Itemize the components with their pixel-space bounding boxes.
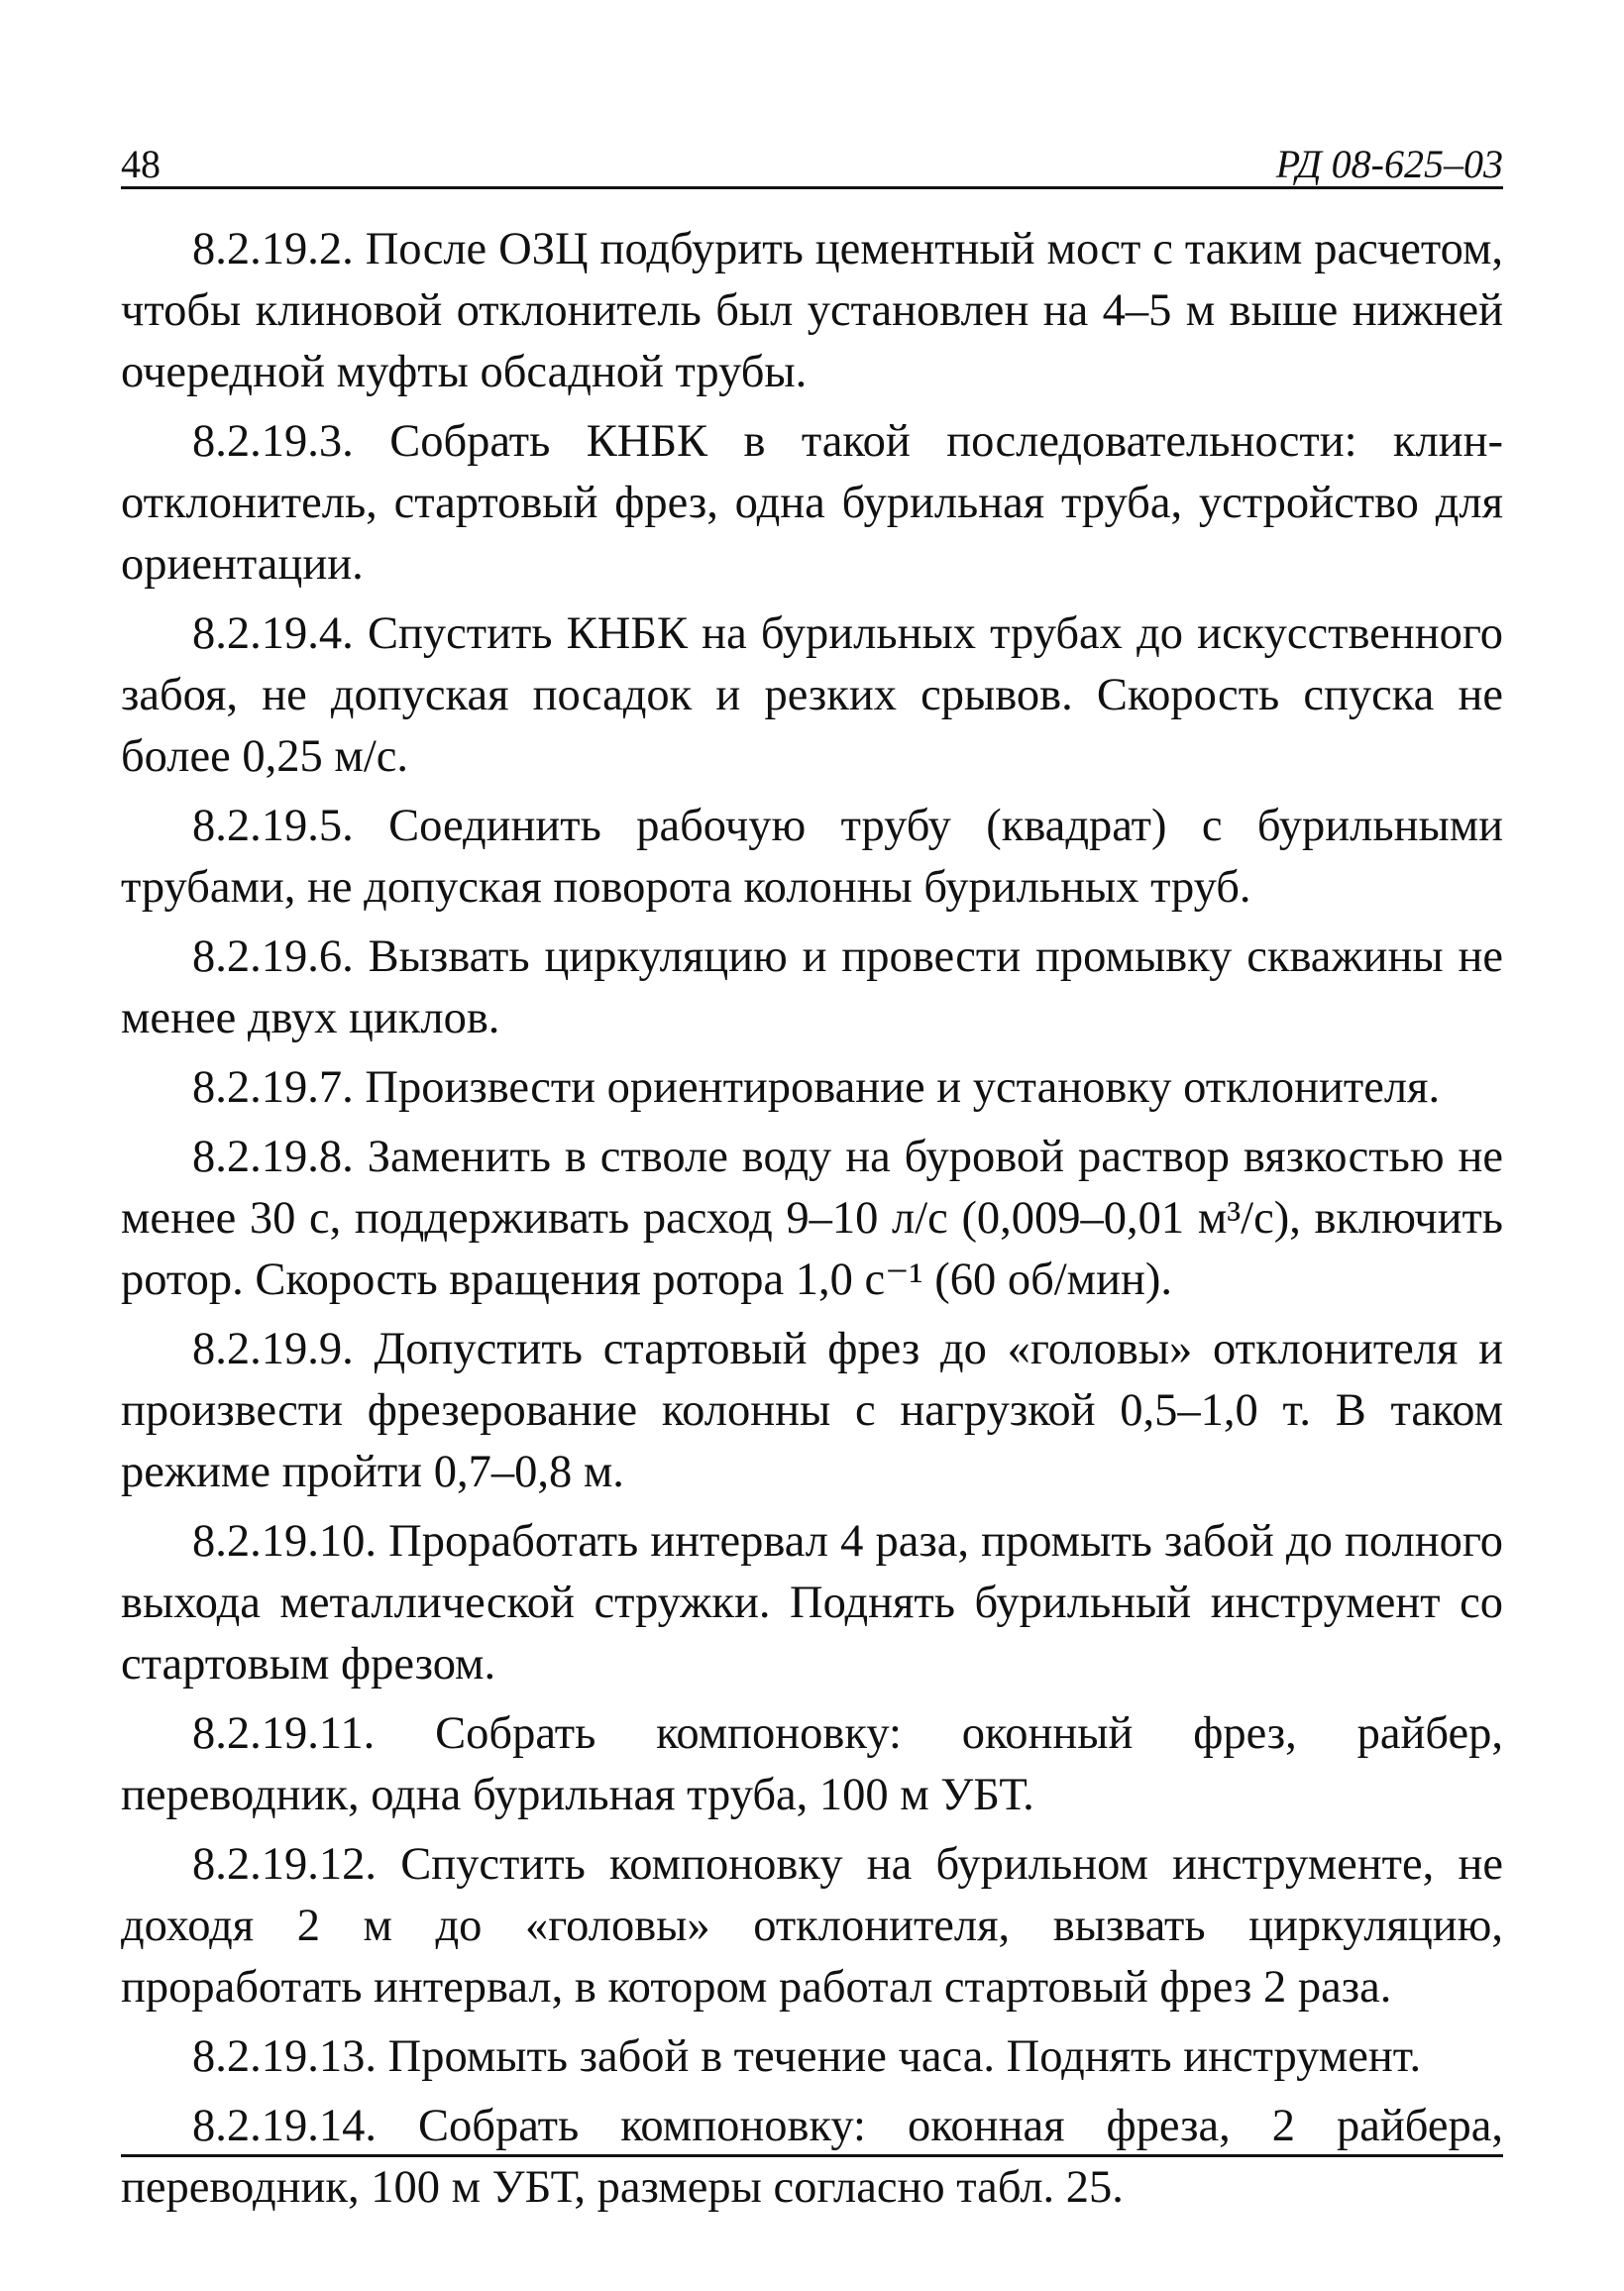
clause-number: 8.2.19.14. bbox=[192, 2101, 377, 2151]
paragraph-8-2-19-13 bbox=[121, 2026, 1503, 2088]
paragraph-8-2-19-5 bbox=[121, 796, 1503, 919]
paragraph-8-2-19-2 bbox=[121, 219, 1503, 403]
clause-number: 8.2.19.9. bbox=[192, 1324, 354, 1374]
paragraph-8-2-19-14 bbox=[121, 2096, 1503, 2219]
clause-text: После ОЗЦ подбурить цементный мост с таким расчетом, чтобы клиновой отклонитель был установлен на 4–5 м выше нижней очередной муфты обсадной трубы. bbox=[121, 224, 1503, 397]
paragraph-8-2-19-8 bbox=[121, 1127, 1503, 1311]
clause-number: 8.2.19.10. bbox=[192, 1516, 377, 1567]
paragraph-8-2-19-10 bbox=[121, 1511, 1503, 1695]
page-content bbox=[121, 219, 1503, 2219]
paragraph-8-2-19-7 bbox=[121, 1057, 1503, 1119]
clause-text: Спустить компоновку на бурильном инструменте, не доходя 2 м до «головы» отклонителя, вызвать циркуляцию, проработать интервал, в котором работал стартовый фрез 2 раза. bbox=[121, 1839, 1504, 2013]
paragraph-8-2-19-11 bbox=[121, 1703, 1503, 1826]
paragraph-8-2-19-12 bbox=[121, 1834, 1503, 2018]
clause-number: 8.2.19.11. bbox=[192, 1708, 376, 1759]
clause-number: 8.2.19.7. bbox=[192, 1062, 354, 1113]
clause-text: Собрать КНБК в такой последовательности: клин-отклонитель, стартовый фрез, одна бурильная труба, устройство для ориентации. bbox=[121, 416, 1503, 590]
paragraph-8-2-19-6 bbox=[121, 927, 1503, 1049]
clause-text: Спустить КНБК на бурильных трубах до искусственного забоя, не допуская посадок и резких срывов. Скорость спуска не более 0,25 м/с. bbox=[121, 608, 1503, 782]
clause-text: Собрать компоновку: оконный фрез, райбер, переводник, одна бурильная труба, 100 м УБТ. bbox=[121, 1708, 1503, 1820]
clause-text: Собрать компоновку: оконная фреза, 2 райбера, переводник, 100 м УБТ, размеры согласно табл. 25. bbox=[121, 2101, 1504, 2213]
page-header bbox=[121, 129, 1503, 189]
clause-number: 8.2.19.4. bbox=[192, 608, 354, 659]
clause-text: Произвести ориентирование и установку отклонителя. bbox=[365, 1062, 1441, 1113]
paragraph-8-2-19-9 bbox=[121, 1319, 1503, 1503]
clause-text: Допустить стартовый фрез до «головы» отклонителя и произвести фрезерование колонны с нагрузкой 0,5–1,0 т. В таком режиме пройти 0,7–0,8 м. bbox=[121, 1324, 1503, 1497]
paragraph-8-2-19-3 bbox=[121, 411, 1503, 596]
clause-number: 8.2.19.5. bbox=[192, 801, 354, 851]
clause-number: 8.2.19.13. bbox=[192, 2031, 377, 2082]
paragraph-8-2-19-4 bbox=[121, 603, 1503, 788]
document-code: РД 08-625–03 bbox=[1275, 142, 1503, 186]
clause-number: 8.2.19.6. bbox=[192, 931, 354, 982]
clause-text: Соединить рабочую трубу (квадрат) с бурильными трубами, не допуская поворота колонны бурильных труб. bbox=[121, 801, 1504, 913]
clause-number: 8.2.19.3. bbox=[192, 416, 354, 467]
clause-text: Промыть забой в течение часа. Поднять инструмент. bbox=[387, 2031, 1422, 2082]
clause-number: 8.2.19.2. bbox=[192, 224, 354, 274]
document-page bbox=[121, 129, 1504, 2213]
footer-rule bbox=[121, 2154, 1503, 2157]
clause-text: Вызвать циркуляцию и провести промывку скважины не менее двух циклов. bbox=[121, 931, 1504, 1043]
page-number: 48 bbox=[121, 142, 161, 186]
clause-text: Проработать интервал 4 раза, промыть забой до полного выхода металлической стружки. Поднять бурильный инструмент со стартовым фрезом. bbox=[121, 1516, 1503, 1690]
clause-text: Заменить в стволе воду на буровой раствор вязкостью не менее 30 с, поддерживать расход 9–10 л/с (0,009–0,01 м³/с), включить ротор. Скорость вращения ротора 1,0 с⁻¹ (60 об/мин). bbox=[121, 1132, 1504, 1305]
clause-number: 8.2.19.8. bbox=[192, 1132, 354, 1182]
clause-number: 8.2.19.12. bbox=[192, 1839, 377, 1890]
